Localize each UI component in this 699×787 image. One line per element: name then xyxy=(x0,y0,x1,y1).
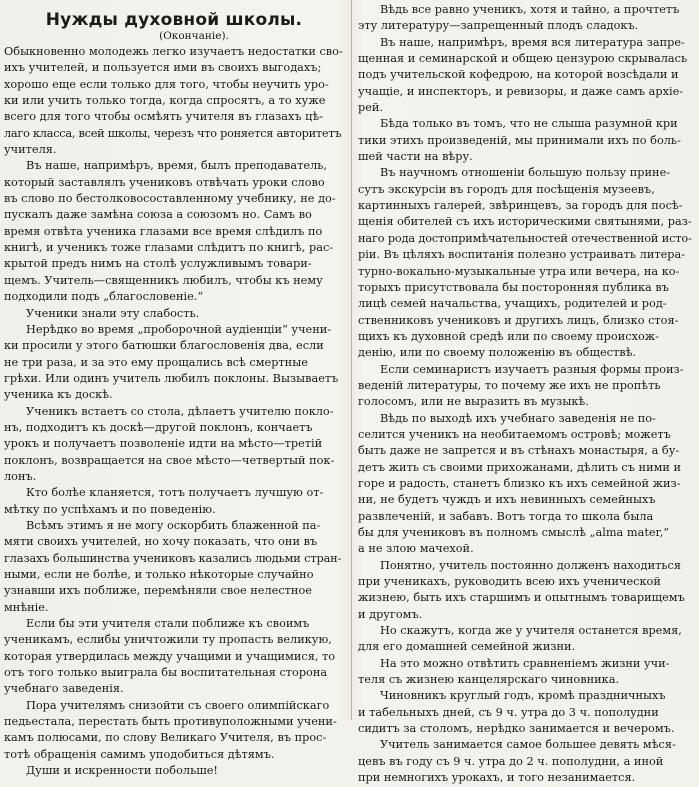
text-line: сутъ экскурсіи въ городъ для посѣщенія музеевъ, xyxy=(358,182,655,196)
text-line: и табельныхъ дней, съ 9 ч. утра до 3 ч. пополудни xyxy=(358,705,659,719)
article-title: Нужды духовной школы. xyxy=(45,10,303,30)
right-column xyxy=(358,0,694,787)
text-line: Понятно, учитель постоянно долженъ находиться xyxy=(380,558,681,572)
text-line: рей. xyxy=(358,101,384,115)
text-line: сидитъ за столомъ, нерѣдко занимается и вечеромъ. xyxy=(358,722,675,736)
text-line: педьестала, перестать быть противуположными учени- xyxy=(4,715,337,729)
right-column-text xyxy=(358,2,694,787)
text-line: наго рода достопримѣчательностей отечественной исто- xyxy=(358,231,692,245)
text-line: Ученики знали эту слабость. xyxy=(26,306,200,320)
text-line: Но скажутъ, когда же у учителя останется время, xyxy=(380,624,682,638)
text-line: мяти своихъ учителей, но хочу показать, что они въ xyxy=(4,535,318,549)
column-divider xyxy=(351,0,352,720)
text-line: учителя. xyxy=(4,143,57,157)
text-line: крытой предъ нимъ на столѣ услужливымъ товари- xyxy=(4,257,312,271)
text-line: цевъ въ году съ 9 ч. утра до 2 ч. пополудни, а иной xyxy=(358,754,664,768)
text-line: ки просили у этого батюшки благословенія два, если xyxy=(4,339,324,353)
text-line: и другомъ. xyxy=(358,607,423,621)
text-line: Если бы эти учителя стали поближе къ своимъ xyxy=(26,617,310,631)
text-line: грѣхи. Или одинъ учитель любилъ поклоны. Вызываетъ xyxy=(4,371,339,385)
text-line: Учитель занимается самое большее девять мѣся- xyxy=(380,738,676,752)
text-line: голосомъ, или не выразить въ музыкѣ. xyxy=(358,395,589,409)
text-line: ни, не будетъ чуждъ и ихъ невинныхъ семейныхъ xyxy=(358,493,656,507)
text-line: детъ жить съ своими прихожанами, дѣлить съ ними и xyxy=(358,460,682,474)
text-line: глазахъ большинства учениковъ казались людьми стран- xyxy=(4,551,342,565)
text-line: теля съ жизнею канцелярскаго чиновника. xyxy=(358,673,620,687)
text-line: поклонъ, возвращается на свое мѣсто—четвертый пок- xyxy=(4,453,335,467)
text-line: хорошо еще если только для того, чтобы неучить уро- xyxy=(4,77,329,91)
text-line: для его домашней семейной жизни. xyxy=(358,640,576,654)
text-line: щихъ къ духовной средѣ или по своему происхож- xyxy=(358,329,659,343)
text-line: ки или учить только тогда, когда спросятъ, а то хуже xyxy=(4,94,326,108)
text-line: Чиновникъ круглый годъ, кромѣ праздничныхъ xyxy=(380,689,666,703)
text-line: время отвѣта ученика глазами все время слѣдилъ по xyxy=(4,224,323,238)
text-line: картинныхъ галерей, звѣринцевъ, за городъ для посѣ- xyxy=(358,199,683,213)
text-line: ученика къ доскѣ. xyxy=(4,388,113,402)
text-line: торыхъ присутствовала бы посторонняя публика въ xyxy=(358,280,669,294)
text-line: который заставлялъ учениковъ отвѣчать уроки слово xyxy=(4,175,325,189)
text-line: при ученикахъ, руководить всею ихъ ученической xyxy=(358,575,661,589)
text-line: Кто болѣе кланяется, тотъ получаетъ лучшую от- xyxy=(26,486,324,500)
text-line: не три раза, и за это ему прощались всѣ смертные xyxy=(4,355,308,369)
text-line: Обыкновенно молодежь легко изучаетъ недостатки сво- xyxy=(4,45,343,58)
text-line: Въ научномъ отношеніи большую пользу прине- xyxy=(380,166,671,180)
text-line: отъ того только выиграла бы воспитательная сторона xyxy=(4,666,328,680)
text-line: Вѣдь по выходѣ ихъ учебнаго заведенія не по- xyxy=(380,411,656,425)
text-line: лицѣ семей начальства, учащихъ, родителей и род- xyxy=(358,297,667,311)
text-line: Ученикъ встаетъ со стола, дѣлаетъ учителю покло- xyxy=(26,404,334,418)
text-line: учебнаго заведенія. xyxy=(4,682,124,696)
text-line: которая утвердилась между учащими и учащимися, то xyxy=(4,649,336,663)
text-line: Нерѣдко во время „проборочной аудіенціи“ учени- xyxy=(26,322,332,336)
text-line: урокъ и получаетъ позволеніе идти на мѣсто—третій xyxy=(4,437,323,451)
text-line: эту литературу—запрещенный плодъ сладокъ. xyxy=(358,19,639,33)
text-line: лаго класса, всей школы, черезъ что роняется авторитетъ xyxy=(4,126,342,140)
text-line: селится ученикъ на необитаемомъ островѣ; можетъ xyxy=(358,427,671,441)
text-line: ными, если не болѣе, и только нѣкоторые случайно xyxy=(4,568,314,581)
text-line: Въ наше, напримѣръ, время вся литература запре- xyxy=(380,35,685,49)
text-line: учащіе, и инспекторъ, и ревизоры, и даже самъ архіе- xyxy=(358,84,684,98)
text-line: Бѣда только въ томъ, что не слыша разумной кри xyxy=(380,117,678,131)
text-line: Вѣдь все равно ученикъ, хотя и тайно, а прочтетъ xyxy=(380,3,680,16)
text-line: Пора учителямъ снизойти съ своего олимпійскаго xyxy=(26,698,330,712)
article-subtitle: (Окончаніе). xyxy=(159,30,229,42)
text-line: ственниковъ учениковъ и другихъ лицъ, близко стоя- xyxy=(358,313,679,327)
text-line: узнавши ихъ поближе, перемѣняли свое нелестное xyxy=(4,584,312,598)
text-line: жизнею, быть ихъ старшимъ и опытнымъ товарищемъ xyxy=(358,591,685,605)
text-line: подъ учительской кофедрою, на которой возсѣдали и xyxy=(358,68,679,82)
text-line: турно-вокально-музыкальные утра или вечера, на ко- xyxy=(358,264,680,278)
text-line: тики этихъ произведеній, мы принимали ихъ по боль- xyxy=(358,133,681,147)
text-line: На это можно отвѣтить сравненіемъ жизни учи- xyxy=(380,656,670,670)
text-line: быть даже не запрется и въ стѣнахъ монастыря, а бу- xyxy=(358,444,680,458)
text-line: при немногихъ урокахъ, и того незанимается. xyxy=(358,771,636,785)
text-line: въ слово по бестолковосоставленному учебнику, не до- xyxy=(4,192,336,206)
text-line: нъ, подходитъ къ доскѣ—другой поклонъ, кончаетъ xyxy=(4,420,313,434)
text-line: развлеченій, и забавъ. Вотъ тогда то школа была xyxy=(358,509,654,523)
text-line: а не злою мачехой. xyxy=(358,542,474,556)
text-line: тотѣ обращенія самимъ уподобиться дѣтямъ. xyxy=(4,747,275,761)
text-line: Если семинаристъ изучаетъ разныя формы произ- xyxy=(380,362,684,376)
text-line: Души и искренности побольше! xyxy=(26,764,218,778)
text-line: ріи. Въ цѣляхъ воспитанія полезно устраивать литера- xyxy=(358,248,686,262)
text-line: всего для того чтобы осмѣять учителя въ глазахъ цѣ- xyxy=(4,110,324,124)
text-line: денію, или по своему положенію въ обществѣ. xyxy=(358,346,636,360)
text-line: Въ наше, напримѣръ, время, былъ преподаватель, xyxy=(26,159,328,173)
text-line: ихъ учителей, и пользуется ими въ своихъ выгодахъ; xyxy=(4,61,322,75)
text-line: щенія обителей съ ихъ историческими святынями, раз- xyxy=(358,215,692,229)
text-line: мнѣніе. xyxy=(4,600,49,614)
text-line: камъ полюсами, по слову Великаго Учителя, въ прос- xyxy=(4,731,327,745)
text-line: лонъ. xyxy=(4,469,37,483)
text-line: бы для учениковъ въ полномъ смыслѣ „alma mater,“ xyxy=(358,526,670,539)
text-line: мѣтку по успѣхамъ и по поведенію. xyxy=(4,502,216,516)
text-line: шей части на вѣру. xyxy=(358,150,473,164)
text-line: пускалъ даже замѣна союза а союзомъ но. Самъ во xyxy=(4,208,312,222)
text-line: горе и радость, станетъ близко къ ихъ семейной жиз- xyxy=(358,476,681,490)
text-line: книгѣ, и ученикъ тоже глазами слѣдитъ по книгѣ, рас- xyxy=(4,241,334,255)
text-line: Всѣмъ этимъ я не могу оскорбить блаженной па- xyxy=(26,518,321,532)
text-line: ученикамъ, еслибы уничтожили ту пропасть великую, xyxy=(4,633,332,647)
text-line: щемъ. Учитель—священникъ любилъ, чтобы къ нему xyxy=(4,273,323,287)
left-column-text xyxy=(4,44,344,779)
left-column xyxy=(4,0,344,779)
text-line: веденій литературы, то почему же ихъ не пропѣть xyxy=(358,378,661,392)
text-line: подходили подъ „благословеніе.“ xyxy=(4,290,204,304)
text-line: щенная и семинарской и общею цензурою скрывалась xyxy=(358,52,688,66)
